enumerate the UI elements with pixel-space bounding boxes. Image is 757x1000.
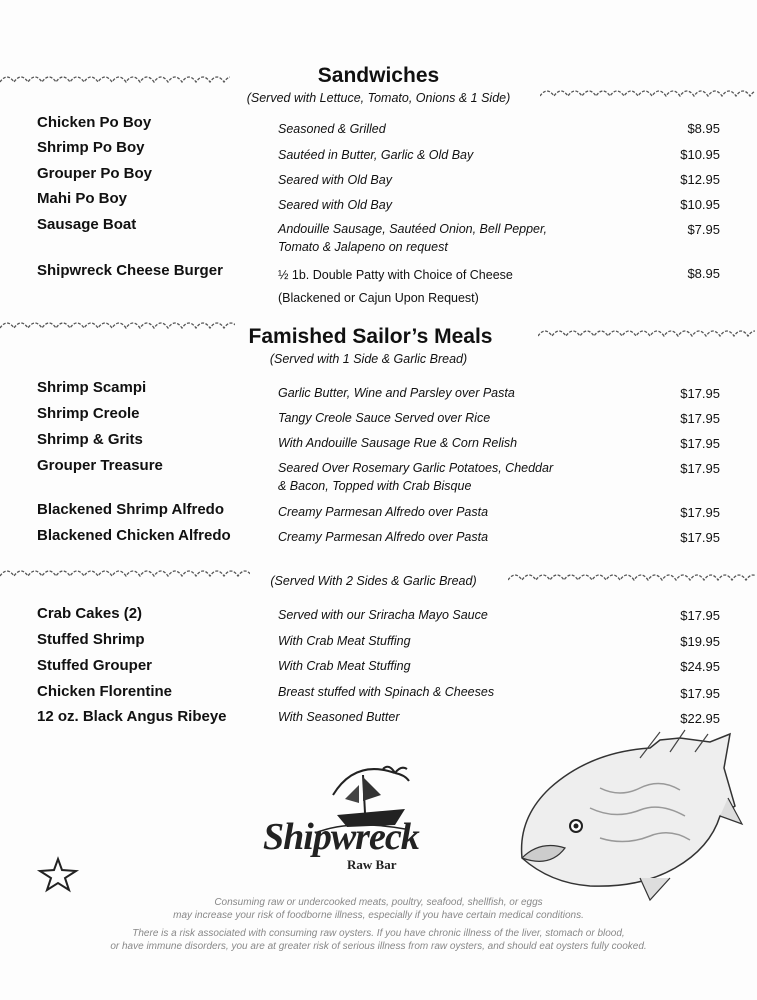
menu-item-desc: Breast stuffed with Spinach & Cheeses <box>278 685 495 699</box>
menu-item-desc: Garlic Butter, Wine and Parsley over Pasta <box>278 386 515 400</box>
menu-item-desc: With Andouille Sausage Rue & Corn Relish <box>278 436 518 450</box>
menu-item-name: Shrimp Creole <box>37 405 140 422</box>
menu-item-price: $17.95 <box>680 686 720 701</box>
menu-item-name: Shrimp Po Boy <box>37 139 145 156</box>
menu-item-name: Stuffed Shrimp <box>37 631 145 648</box>
menu-item-desc: Seared with Old Bay <box>278 173 392 187</box>
menu-item-price: $19.95 <box>680 634 720 649</box>
menu-item-price: $17.95 <box>680 608 720 623</box>
menu-item-price: $24.95 <box>680 659 720 674</box>
menu-item-price: $22.95 <box>680 711 720 726</box>
menu-item-name: Blackened Chicken Alfredo <box>37 527 231 544</box>
menu-item-desc: Andouille Sausage, Sautéed Onion, Bell Pepper, Tomato & Jalapeno on request <box>278 222 547 254</box>
section-subtitle-sandwiches: (Served with Lettuce, Tomato, Onions & 1 Side) <box>246 91 511 105</box>
menu-item-desc: Seared Over Rosemary Garlic Potatoes, Cheddar & Bacon, Topped with Crab Bisque <box>278 461 554 493</box>
menu-item-price: $10.95 <box>680 197 720 212</box>
menu-item-price: $17.95 <box>680 461 720 476</box>
section-title-sandwiches: Sandwiches <box>317 64 440 87</box>
section-subtitle-famished-sailors-meals: (Served with 1 Side & Garlic Bread) <box>269 352 468 366</box>
menu-item-desc: Seasoned & Grilled <box>278 122 386 136</box>
menu-item-name: Crab Cakes (2) <box>37 605 143 622</box>
menu-item-name: Chicken Florentine <box>37 683 173 700</box>
section-subtitle-entrees: (Served With 2 Sides & Garlic Bread) <box>270 574 477 588</box>
menu-item-name: Chicken Po Boy <box>37 114 152 131</box>
menu-note: (Blackened or Cajun Upon Request) <box>278 291 479 305</box>
menu-item-price: $17.95 <box>680 436 720 451</box>
wave-border-icon <box>538 326 755 340</box>
menu-item-desc: With Seasoned Butter <box>278 710 400 724</box>
shipwreck-logo <box>255 755 445 880</box>
menu-item-desc: With Crab Meat Stuffing <box>278 659 411 673</box>
menu-item-desc: With Crab Meat Stuffing <box>278 634 411 648</box>
grouper-fish-icon <box>510 728 745 908</box>
disclaimer-line: Consuming raw or undercooked meats, poultry, seafood, shellfish, or eggs <box>214 897 543 908</box>
disclaimer-line: or have immune disorders, you are at greater risk of serious illness from raw oysters, and should eat oysters fully cooked. <box>110 941 647 952</box>
menu-item-price: $17.95 <box>680 411 720 426</box>
starfish-icon <box>36 855 80 898</box>
wave-border-icon <box>508 570 755 584</box>
menu-item-desc: Sautéed in Butter, Garlic & Old Bay <box>278 148 474 162</box>
menu-item-desc: Creamy Parmesan Alfredo over Pasta <box>278 530 489 544</box>
menu-item-name: Grouper Treasure <box>37 457 163 474</box>
menu-item-price: $7.95 <box>687 222 720 237</box>
menu-item-name: Grouper Po Boy <box>37 165 153 182</box>
disclaimer-line: may increase your risk of foodborne illness, especially if you have certain medical conditions. <box>173 910 584 921</box>
menu-item-name: Blackened Shrimp Alfredo <box>37 501 224 518</box>
menu-item-name: Shipwreck Cheese Burger <box>37 262 223 279</box>
menu-item-name: 12 oz. Black Angus Ribeye <box>37 708 227 725</box>
menu-item-desc: Seared with Old Bay <box>278 198 392 212</box>
menu-item-price: $12.95 <box>680 172 720 187</box>
menu-item-name: Mahi Po Boy <box>37 190 128 207</box>
section-title-famished-sailors-meals: Famished Sailor’s Meals <box>248 325 493 348</box>
menu-item-price: $8.95 <box>687 266 720 281</box>
menu-item-name: Sausage Boat <box>37 216 137 233</box>
menu-item-desc: Served with our Sriracha Mayo Sauce <box>278 608 488 622</box>
disclaimer-line: There is a risk associated with consuming raw oysters. If you have chronic illness of the liver, stomach or blood, <box>132 928 625 939</box>
menu-item-price: $17.95 <box>680 505 720 520</box>
menu-item-price: $17.95 <box>680 530 720 545</box>
logo-name: Shipwreck <box>263 816 419 858</box>
menu-item-price: $8.95 <box>687 121 720 136</box>
menu-item-desc: ½ 1b. Double Patty with Choice of Cheese <box>278 268 513 282</box>
menu-item-name: Shrimp Scampi <box>37 379 147 396</box>
menu-item-price: $10.95 <box>680 147 720 162</box>
menu-item-name: Shrimp & Grits <box>37 431 143 448</box>
logo-tagline: Raw Bar <box>347 857 397 872</box>
menu-item-name: Stuffed Grouper <box>37 657 152 674</box>
menu-item-desc: Tangy Creole Sauce Served over Rice <box>278 411 491 425</box>
menu-item-price: $17.95 <box>680 386 720 401</box>
menu-item-desc: Creamy Parmesan Alfredo over Pasta <box>278 505 489 519</box>
